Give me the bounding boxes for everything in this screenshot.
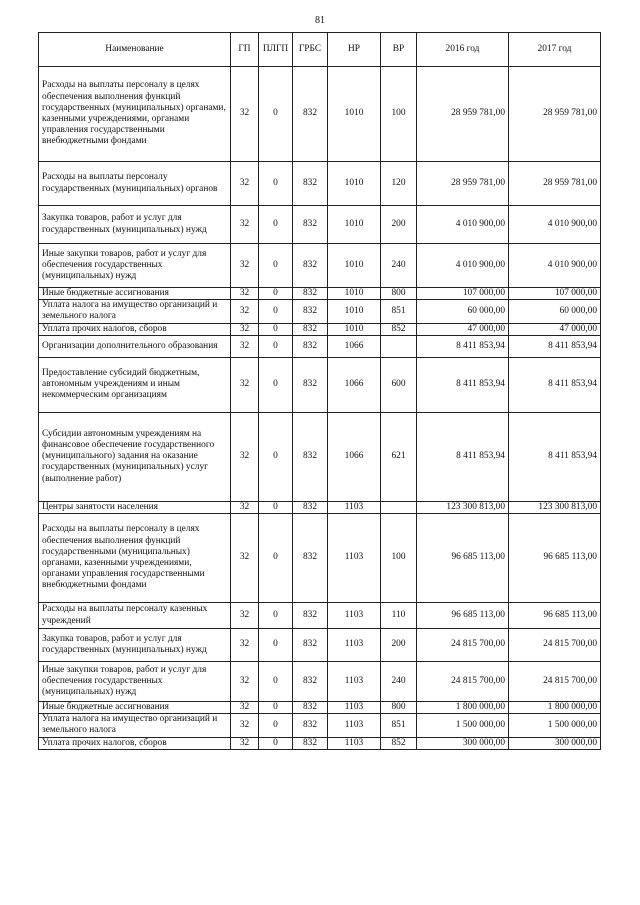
row-gp: 32 [231,714,259,737]
row-vr: 800 [381,702,417,714]
table-body [39,67,601,750]
row-vr: 600 [381,357,417,412]
row-gp: 32 [231,323,259,335]
row-nr: 1103 [328,501,381,513]
row-plgp: 0 [259,323,293,335]
table-row [39,603,601,629]
row-nr: 1010 [328,288,381,300]
table-row [39,662,601,702]
row-grbs: 832 [293,501,328,513]
row-name: Расходы на выплаты персоналу в целях обеспечения выполнения функций государственных (муниципальных) органами, казенными учреждениями, органами управления государственными внебюджетными фондами [39,67,231,162]
row-gp: 32 [231,514,259,603]
row-nr: 1103 [328,702,381,714]
row-name: Уплата прочих налогов, сборов [39,737,231,749]
row-vr: 621 [381,412,417,501]
row-gp: 32 [231,67,259,162]
row-2016: 8 411 853,94 [417,335,509,357]
table-row [39,67,601,162]
table-row [39,629,601,662]
row-grbs: 832 [293,514,328,603]
row-gp: 32 [231,662,259,702]
row-name: Закупка товаров, работ и услуг для государственных (муниципальных) нужд [39,629,231,662]
row-2017: 1 500 000,00 [509,714,601,737]
row-nr: 1066 [328,357,381,412]
row-2017: 4 010 900,00 [509,244,601,288]
row-2017: 28 959 781,00 [509,67,601,162]
table-row [39,244,601,288]
row-plgp: 0 [259,514,293,603]
row-2016: 300 000,00 [417,737,509,749]
row-gp: 32 [231,206,259,244]
row-gp: 32 [231,412,259,501]
row-name: Иные закупки товаров, работ и услуг для обеспечения государственных (муниципальных) нужд [39,662,231,702]
table-row [39,335,601,357]
row-name: Организации дополнительного образования [39,335,231,357]
row-gp: 32 [231,288,259,300]
row-vr: 852 [381,737,417,749]
header-2017: 2017 год [509,33,601,67]
row-2016: 60 000,00 [417,300,509,323]
row-2016: 8 411 853,94 [417,412,509,501]
table-row [39,514,601,603]
row-2017: 96 685 113,00 [509,603,601,629]
row-plgp: 0 [259,288,293,300]
row-grbs: 832 [293,737,328,749]
row-2016: 96 685 113,00 [417,514,509,603]
row-vr: 852 [381,323,417,335]
row-grbs: 832 [293,162,328,206]
budget-table [38,32,601,750]
row-name: Субсидии автономным учреждениям на финансовое обеспечение государственного (муниципального) задания на оказание государственных (муниципальных) услуг (выполнение работ) [39,412,231,501]
row-vr [381,501,417,513]
table-row [39,323,601,335]
row-2017: 24 815 700,00 [509,629,601,662]
row-2017: 300 000,00 [509,737,601,749]
row-name: Расходы на выплаты персоналу казенных учреждений [39,603,231,629]
row-gp: 32 [231,629,259,662]
row-name: Предоставление субсидий бюджетным, автономным учреждениям и иным некоммерческим организациям [39,357,231,412]
row-vr: 240 [381,662,417,702]
header-plgp: ПЛГП [259,33,293,67]
row-nr: 1010 [328,67,381,162]
row-gp: 32 [231,244,259,288]
row-plgp: 0 [259,206,293,244]
row-2017: 4 010 900,00 [509,206,601,244]
row-name: Иные бюджетные ассигнования [39,702,231,714]
row-grbs: 832 [293,288,328,300]
row-plgp: 0 [259,702,293,714]
row-gp: 32 [231,162,259,206]
row-2017: 107 000,00 [509,288,601,300]
row-vr: 800 [381,288,417,300]
row-2016: 24 815 700,00 [417,629,509,662]
row-gp: 32 [231,300,259,323]
row-name: Расходы на выплаты персоналу в целях обеспечения выполнения функций государственными (муниципальных) органами, казенными учреждениями, органами управления государственными внебюджетными фондами [39,514,231,603]
header-name: Наименование [39,33,231,67]
table-row [39,300,601,323]
row-grbs: 832 [293,335,328,357]
row-nr: 1010 [328,206,381,244]
row-vr: 200 [381,629,417,662]
row-2017: 8 411 853,94 [509,412,601,501]
row-plgp: 0 [259,244,293,288]
row-plgp: 0 [259,714,293,737]
row-grbs: 832 [293,300,328,323]
row-nr: 1103 [328,514,381,603]
row-nr: 1066 [328,412,381,501]
row-vr: 851 [381,300,417,323]
row-name: Центры занятости населения [39,501,231,513]
row-nr: 1010 [328,300,381,323]
row-name: Уплата налога на имущество организаций и земельного налога [39,300,231,323]
row-2016: 28 959 781,00 [417,67,509,162]
row-2016: 24 815 700,00 [417,662,509,702]
row-gp: 32 [231,737,259,749]
row-vr [381,335,417,357]
row-name: Иные закупки товаров, работ и услуг для обеспечения государственных (муниципальных) нужд [39,244,231,288]
row-vr: 240 [381,244,417,288]
row-2016: 47 000,00 [417,323,509,335]
row-gp: 32 [231,702,259,714]
table-row [39,162,601,206]
row-nr: 1066 [328,335,381,357]
row-2017: 8 411 853,94 [509,335,601,357]
row-grbs: 832 [293,714,328,737]
header-vr: ВР [381,33,417,67]
row-grbs: 832 [293,323,328,335]
row-plgp: 0 [259,67,293,162]
row-2017: 47 000,00 [509,323,601,335]
row-vr: 200 [381,206,417,244]
row-grbs: 832 [293,244,328,288]
table-row [39,737,601,749]
row-gp: 32 [231,357,259,412]
row-nr: 1103 [328,737,381,749]
row-plgp: 0 [259,162,293,206]
row-plgp: 0 [259,662,293,702]
row-plgp: 0 [259,629,293,662]
row-nr: 1103 [328,662,381,702]
header-gp: ГП [231,33,259,67]
row-gp: 32 [231,501,259,513]
table-row [39,501,601,513]
row-2016: 1 800 000,00 [417,702,509,714]
table-row [39,714,601,737]
table-row [39,357,601,412]
table-row [39,412,601,501]
row-gp: 32 [231,335,259,357]
row-grbs: 832 [293,67,328,162]
row-nr: 1103 [328,603,381,629]
row-2017: 123 300 813,00 [509,501,601,513]
row-grbs: 832 [293,357,328,412]
row-nr: 1103 [328,714,381,737]
row-plgp: 0 [259,357,293,412]
header-2016: 2016 год [417,33,509,67]
table-row [39,702,601,714]
row-nr: 1010 [328,323,381,335]
row-vr: 100 [381,514,417,603]
row-2017: 96 685 113,00 [509,514,601,603]
row-nr: 1010 [328,162,381,206]
row-plgp: 0 [259,603,293,629]
row-gp: 32 [231,603,259,629]
row-vr: 100 [381,67,417,162]
row-grbs: 832 [293,702,328,714]
table-row [39,206,601,244]
row-2017: 28 959 781,00 [509,162,601,206]
row-2016: 8 411 853,94 [417,357,509,412]
row-grbs: 832 [293,603,328,629]
row-plgp: 0 [259,335,293,357]
row-grbs: 832 [293,662,328,702]
row-2016: 107 000,00 [417,288,509,300]
row-plgp: 0 [259,300,293,323]
row-2017: 24 815 700,00 [509,662,601,702]
row-vr: 110 [381,603,417,629]
row-2016: 28 959 781,00 [417,162,509,206]
row-plgp: 0 [259,412,293,501]
row-grbs: 832 [293,206,328,244]
row-name: Иные бюджетные ассигнования [39,288,231,300]
row-2017: 1 800 000,00 [509,702,601,714]
row-grbs: 832 [293,629,328,662]
row-grbs: 832 [293,412,328,501]
row-plgp: 0 [259,737,293,749]
row-plgp: 0 [259,501,293,513]
row-name: Закупка товаров, работ и услуг для государственных (муниципальных) нужд [39,206,231,244]
row-nr: 1103 [328,629,381,662]
row-name: Уплата прочих налогов, сборов [39,323,231,335]
row-2016: 96 685 113,00 [417,603,509,629]
row-2017: 60 000,00 [509,300,601,323]
page-number: 81 [315,15,325,26]
row-2016: 123 300 813,00 [417,501,509,513]
table-header-row [39,33,601,67]
row-vr: 851 [381,714,417,737]
row-nr: 1010 [328,244,381,288]
row-name: Уплата налога на имущество организаций и земельного налога [39,714,231,737]
header-grbs: ГРБС [293,33,328,67]
row-vr: 120 [381,162,417,206]
row-2016: 1 500 000,00 [417,714,509,737]
row-2017: 8 411 853,94 [509,357,601,412]
row-2016: 4 010 900,00 [417,206,509,244]
row-2016: 4 010 900,00 [417,244,509,288]
row-name: Расходы на выплаты персоналу государственных (муниципальных) органов [39,162,231,206]
header-nr: НР [328,33,381,67]
table-row [39,288,601,300]
